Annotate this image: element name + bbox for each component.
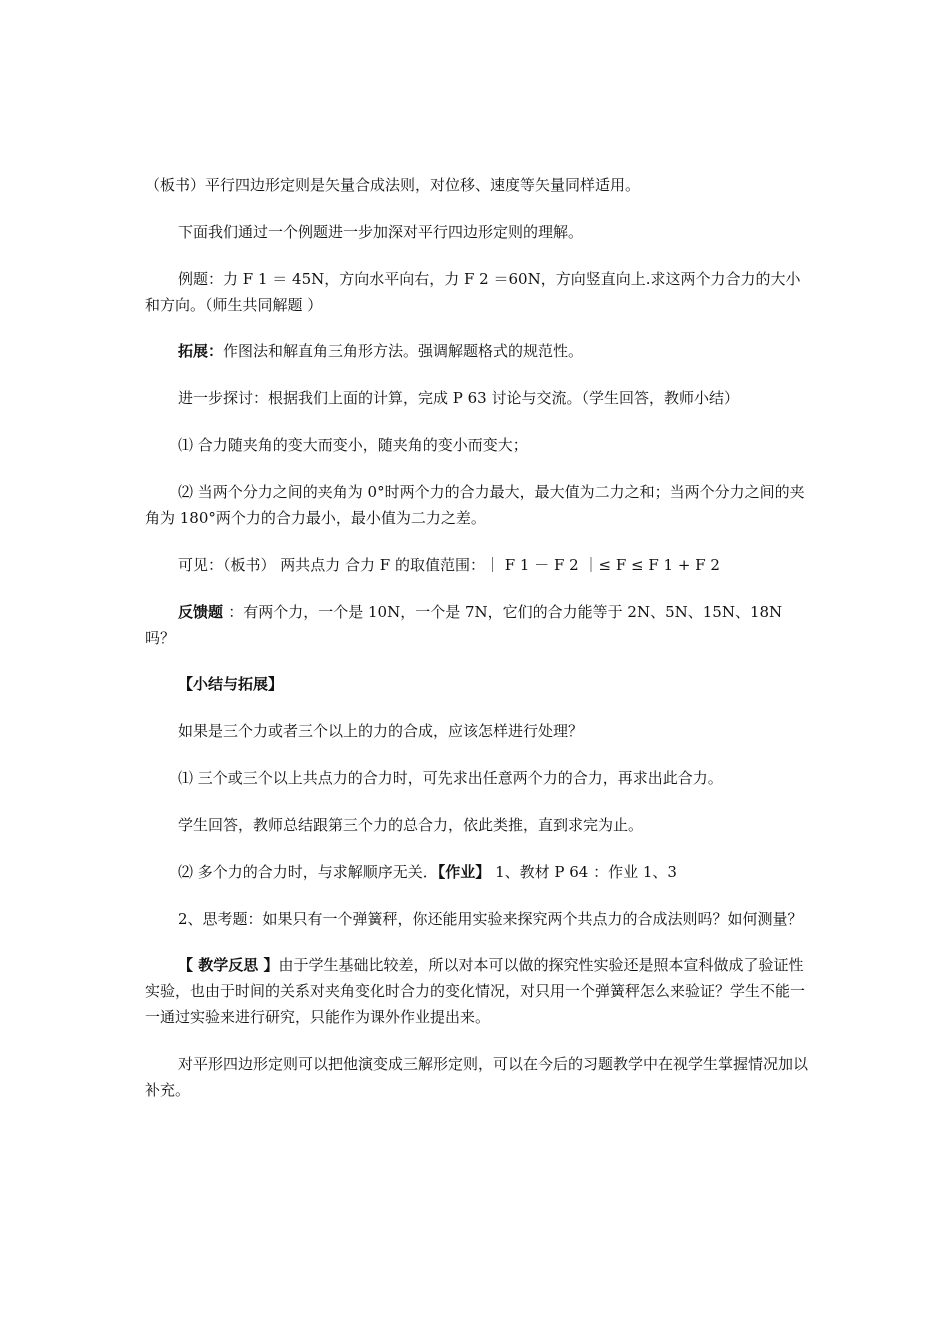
reflection-text: 由于学生基础比较差，所以对本可以做的探究性实验还是照本宣科做成了验证性实验，也由于时间的关系对夹角变化时合力的变化情况，对只用一个弹簧秤怎么来验证？学生不能一一通过实验来进行研究，只能作为课外作业提出来。: [145, 956, 806, 1026]
summary-heading-text: 【小结与拓展】: [178, 675, 284, 693]
homework-label: 【作业】: [437, 863, 491, 881]
paragraph-triangle-rule-note: 对平形四边形定则可以把他演变成三解形定则，可以在今后的习题教学中在视学生掌握情况加以补充。: [145, 1055, 809, 1099]
paragraph-intro-example: 下面我们通过一个例题进一步加深对平行四边形定则的理解。: [178, 223, 584, 241]
homework-text: 1、教材 P 64 ：作业 1、3: [490, 863, 677, 881]
paragraph-further-discussion: 进一步探讨：根据我们上面的计算，完成 P 63 讨论与交流。（学生回答，教师小结）: [178, 389, 739, 407]
paragraph-range-formula: 可见：（板书） 两共点力 合力 F 的取值范围：｜ F 1 － F 2 ｜≤ F ≤ F 1 + F 2: [178, 556, 720, 574]
reflection-label: 【 教学反思 】: [178, 956, 279, 974]
section-heading-summary: [145, 671, 810, 697]
paragraph-point-2: ⑵ 当两个分力之间的夹角为 0°时两个力的合力最大，最大值为二力之和；当两个分力之间的夹角为 180°两个力的合力最小，最小值为二力之差。: [145, 483, 805, 527]
paragraph-three-forces-method: ⑴ 三个或三个以上共点力的合力时，可先求出任意两个力的合力，再求出此合力。: [178, 769, 723, 787]
paragraph-point-1: ⑴ 合力随夹角的变大而变小，随夹角的变小而变大；: [178, 436, 528, 454]
extension-label: 拓展：: [178, 342, 224, 360]
feedback-label: 反馈题: [178, 603, 229, 621]
paragraph-example-problem: 例题：力 F 1 ＝ 45N，方向水平向右，力 F 2 ＝60N，方向竖直向上.求这两个力合力的大小和方向。（师生共同解题 ）: [145, 270, 801, 314]
paragraph-teacher-summary: 学生回答，教师总结跟第三个力的总合力，依此类推，直到求完为止。: [178, 816, 644, 834]
paragraph-thinking-question: 2、思考题：如果只有一个弹簧秤，你还能用实验来探究两个共点力的合成法则吗？如何测量？: [178, 910, 803, 928]
paragraph-extension: [145, 338, 810, 364]
document-page: [145, 172, 810, 1103]
homework-prefix: ⑵ 多个力的合力时，与求解顺序无关．: [178, 863, 438, 881]
paragraph-three-forces-question: 如果是三个力或者三个以上的力的合成，应该怎样进行处理？: [178, 722, 584, 740]
paragraph-teaching-reflection: [145, 952, 810, 1030]
paragraph-homework: [145, 859, 810, 885]
feedback-text: ：有两个力，一个是 10N，一个是 7N，它们的合力能等于 2N、5N、15N、18N 吗？: [145, 603, 783, 647]
paragraph-board-note: （板书）平行四边形定则是矢量合成法则，对位移、速度等矢量同样适用。: [145, 176, 641, 194]
paragraph-feedback-question: [145, 599, 810, 651]
extension-text: 作图法和解直角三角形方法。强调解题格式的规范性。: [223, 342, 584, 360]
